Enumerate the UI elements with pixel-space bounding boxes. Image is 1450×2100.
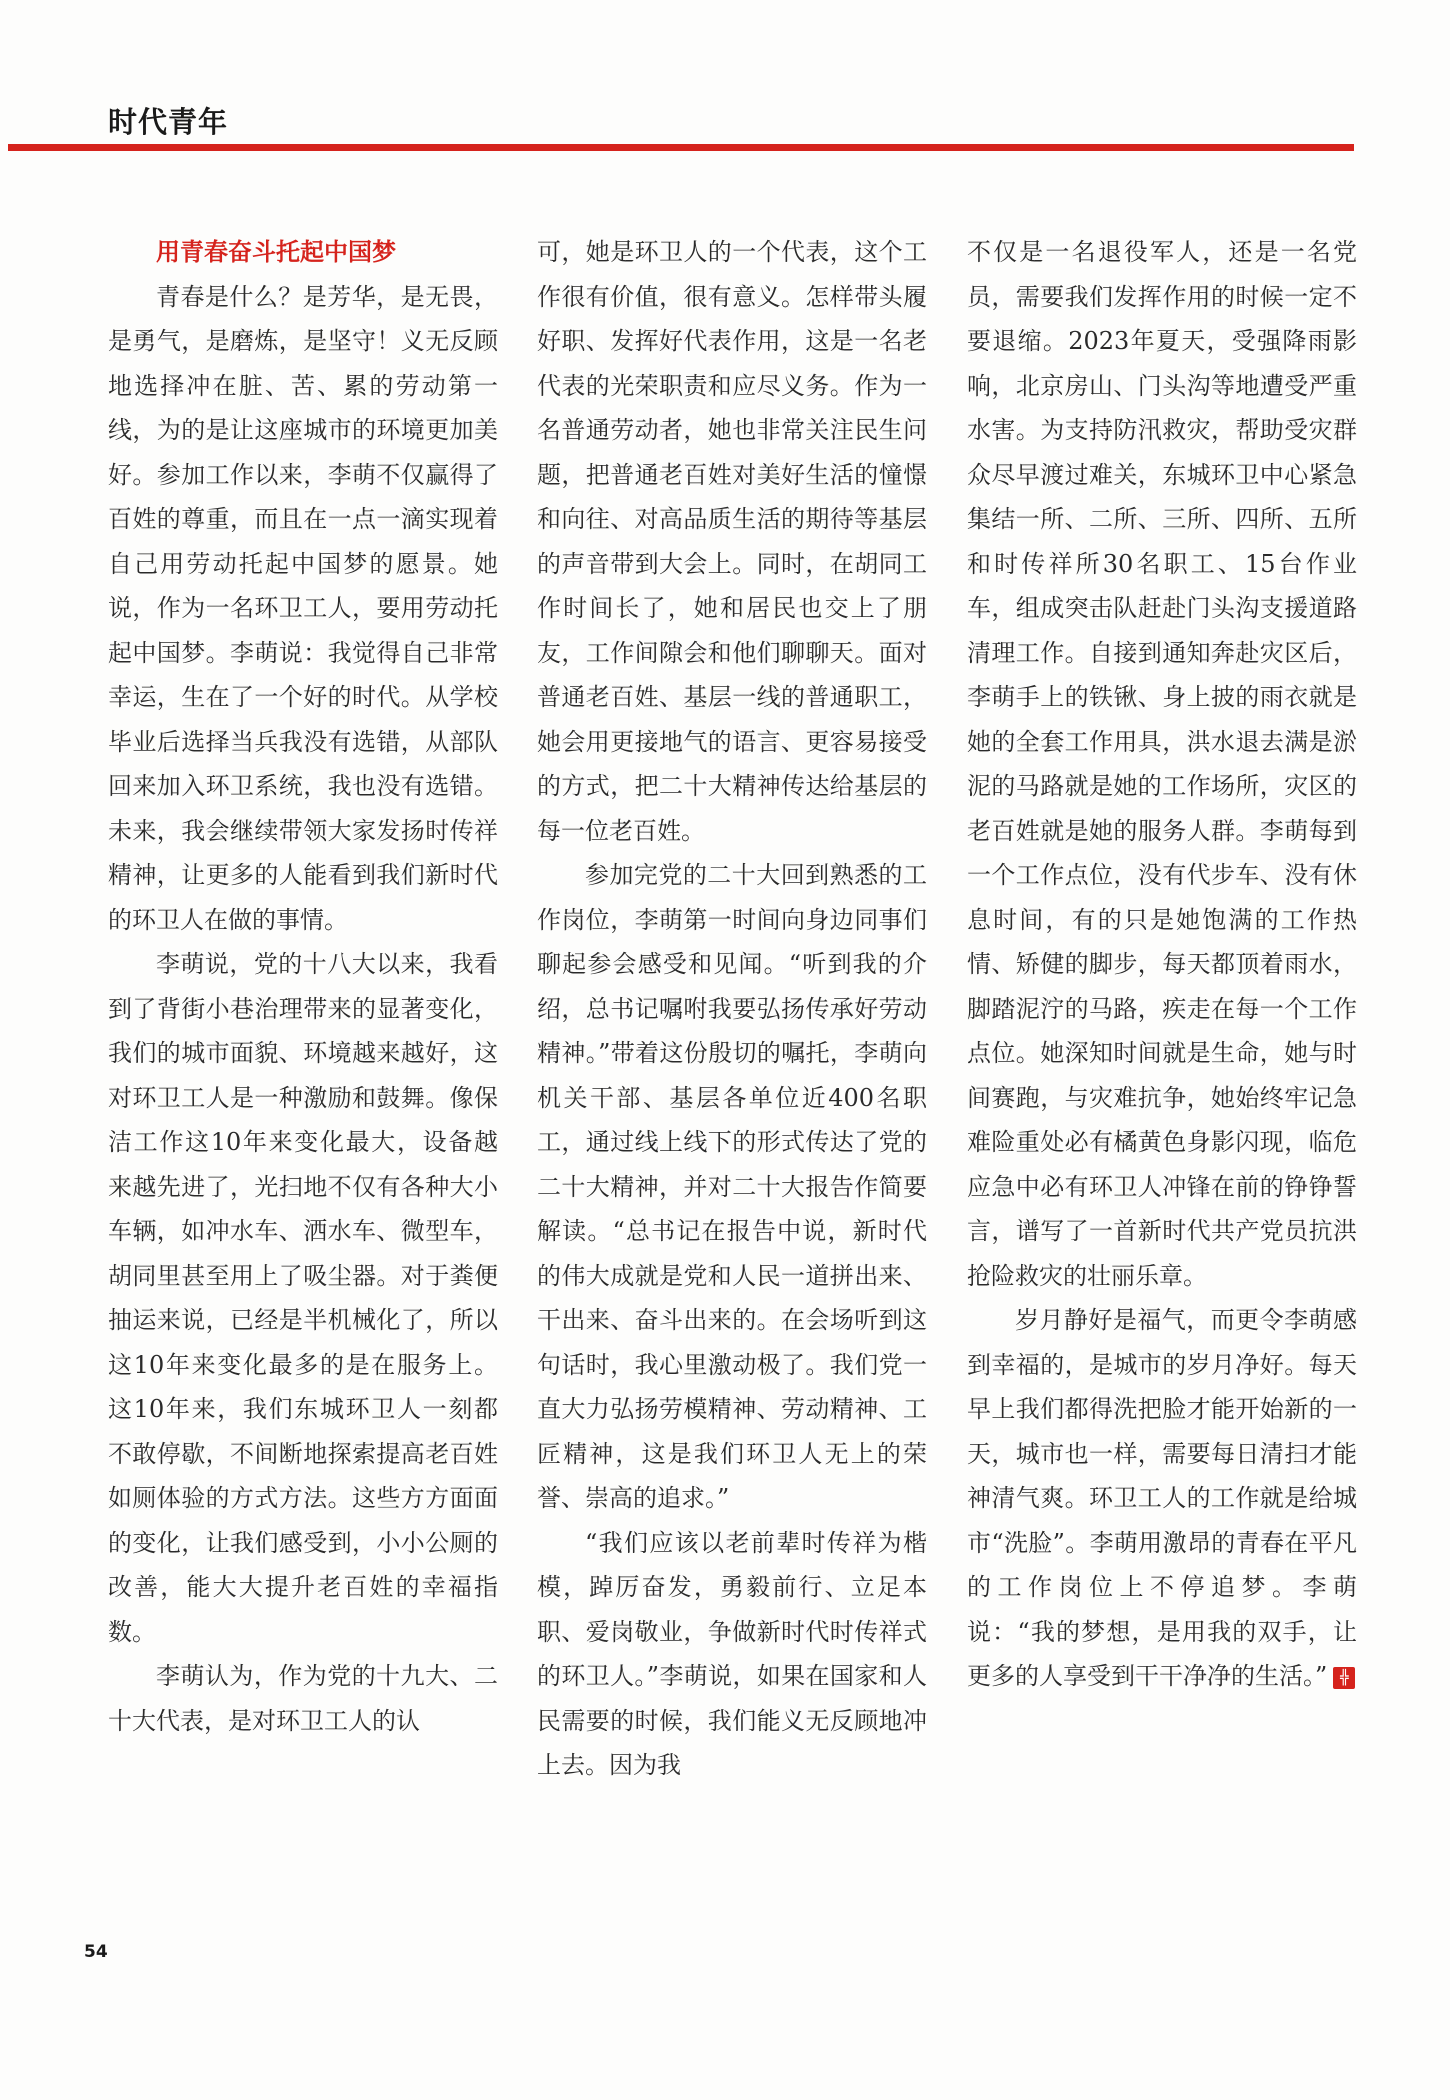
paragraph-continued: 不仅是一名退役军人，还是一名党员，需要我们发挥作用的时候一定不要退缩。2023年夏天，受强降雨影响，北京房山、门头沟等地遭受严重水害。为支持防汛救灾，帮助受灾群众尽早渡过难关，东城环卫中心紧急集结一所、二所、三所、四所、五所和时传祥所30名职工、15台作业车，组成突击队赶赴门头沟支援道路清理工作。自接到通知奔赴灾区后，李萌手上的铁锹、身上披的雨衣就是她的全套工作用具，洪水退去满是淤泥的马路就是她的工作场所，灾区的老百姓就是她的服务人群。李萌每到一个工作点位，没有代步车、没有休息时间，有的只是她饱满的工作热情、矫健的脚步，每天都顶着雨水，脚踏泥泞的马路，疾走在每一个工作点位。她深知时间就是生命，她与时间赛跑，与灾难抗争，她始终牢记急难险重处必有橘黄色身影闪现，临危应急中必有环卫人冲锋在前的铮铮誓言，谱写了一首新时代共产党员抗洪抢险救灾的壮丽乐章。 <box>967 238 1357 1290</box>
paragraph: 青春是什么？是芳华，是无畏，是勇气，是磨炼，是坚守！义无反顾地选择冲在脏、苦、累的劳动第一线，为的是让这座城市的环境更加美好。参加工作以来，李萌不仅赢得了百姓的尊重，而且在一点一滴实现着自己用劳动托起中国梦的愿景。她说，作为一名环卫工人，要用劳动托起中国梦。李萌说：我觉得自己非常幸运，生在了一个好的时代。从学校毕业后选择当兵我没有选错，从部队回来加入环卫系统，我也没有选错。未来，我会继续带领大家发扬时传祥精神，让更多的人能看到我们新时代的环卫人在做的事情。 <box>108 282 498 934</box>
article-column-1 <box>108 230 498 1743</box>
paragraph: 参加完党的二十大回到熟悉的工作岗位，李萌第一时间向身边同事们聊起参会感受和见闻。“听到我的介绍，总书记嘱咐我要弘扬传承好劳动精神。”带着这份殷切的嘱托，李萌向机关干部、基层各单位近400名职工，通过线上线下的形式传达了党的二十大精神，并对二十大报告作简要解读。“总书记在报告中说，新时代的伟大成就是党和人民一道拼出来、干出来、奋斗出来的。在会场听到这句话时，我心里激动极了。我们党一直大力弘扬劳模精神、劳动精神、工匠精神，这是我们环卫人无上的荣誉、崇高的追求。” <box>537 861 927 1512</box>
article-column-3 <box>967 230 1357 1699</box>
section-header-title: 时代青年 <box>108 105 229 139</box>
page-number: 54 <box>84 1942 108 1962</box>
paragraph: 李萌说，党的十八大以来，我看到了背街小巷治理带来的显著变化，我们的城市面貌、环境越来越好，这对环卫工人是一种激励和鼓舞。像保洁工作这10年来变化最大，设备越来越先进了，光扫地不仅有各种大小车辆，如冲水车、洒水车、微型车，胡同里甚至用上了吸尘器。对于粪便抽运来说，已经是半机械化了，所以这10年来变化最多的是在服务上。这10年来，我们东城环卫人一刻都不敢停歇，不间断地探索提高老百姓如厕体验的方式方法。这些方方面面的变化，让我们感受到，小小公厕的改善，能大大提升老百姓的幸福指数。 <box>108 950 498 1646</box>
paragraph-text: 岁月静好是福气，而更令李萌感到幸福的，是城市的岁月净好。每天早上我们都得洗把脸才能开始新的一天，城市也一样，需要每日清扫才能神清气爽。环卫工人的工作就是给城市“洗脸”。李萌用激昂的青春在平凡的工作岗位上不停追梦。李萌说：“我的梦想，是用我的双手，让更多的人享受到干干净净的生活。” <box>967 1306 1357 1690</box>
article-title: 用青春奋斗托起中国梦 <box>156 238 396 266</box>
article-column-2 <box>537 230 927 1788</box>
end-of-article-icon: ╬ <box>1333 1667 1355 1689</box>
paragraph: “我们应该以老前辈时传祥为楷模，踔厉奋发，勇毅前行、立足本职、爱岗敬业，争做新时代时传祥式的环卫人。”李萌说，如果在国家和人民需要的时候，我们能义无反顾地冲上去。因为我 <box>537 1528 927 1779</box>
paragraph-continued: 可，她是环卫人的一个代表，这个工作很有价值，很有意义。怎样带头履好职、发挥好代表作用，这是一名老代表的光荣职责和应尽义务。作为一名普通劳动者，她也非常关注民生问题，把普通老百姓对美好生活的憧憬和向往、对高品质生活的期待等基层的声音带到大会上。同时，在胡同工作时间长了，她和居民也交上了朋友，工作间隙会和他们聊聊天。面对普通老百姓、基层一线的普通职工，她会用更接地气的语言、更容易接受的方式，把二十大精神传达给基层的每一位老百姓。 <box>537 238 927 845</box>
paragraph: 李萌认为，作为党的十九大、二十大代表，是对环卫工人的认 <box>108 1662 498 1735</box>
header-divider <box>8 144 1354 151</box>
paragraph-final <box>967 1298 1357 1699</box>
